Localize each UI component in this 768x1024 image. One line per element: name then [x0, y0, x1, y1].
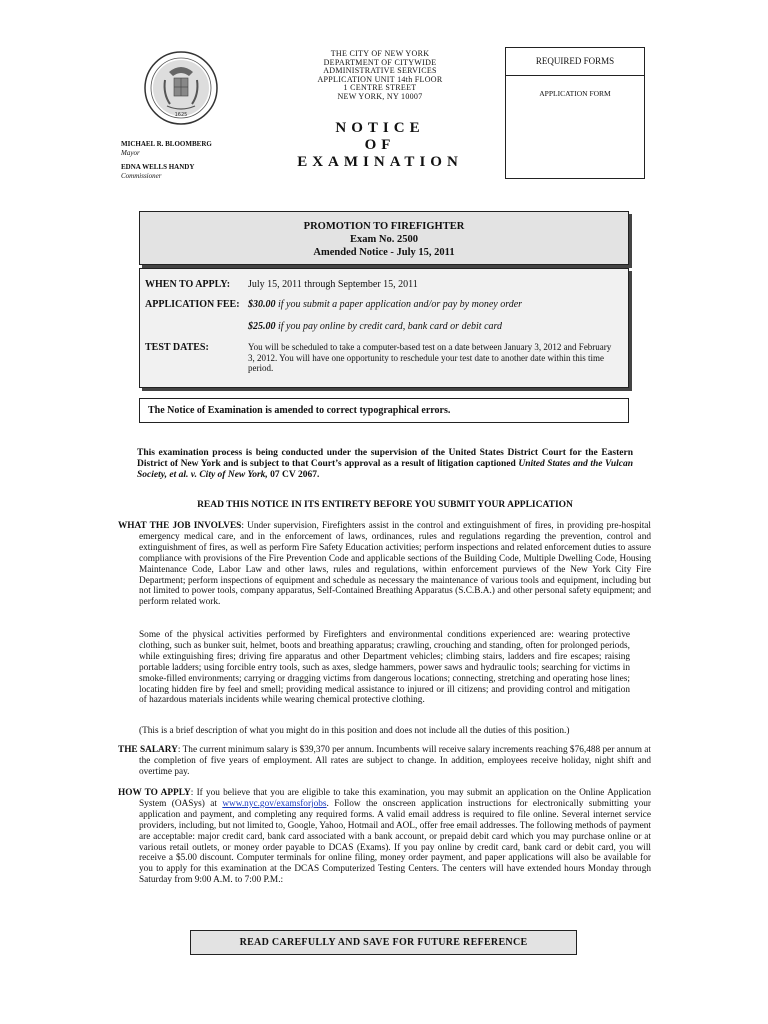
- title-line: OF: [364, 137, 396, 153]
- salary-heading: THE SALARY: [118, 745, 178, 755]
- how-to-apply-heading: HOW TO APPLY: [118, 788, 191, 798]
- department-address: [300, 50, 460, 102]
- mayor-title: Mayor: [121, 149, 140, 157]
- fee-online-amount: $25.00: [248, 321, 276, 332]
- physical-activities-paragraph: Some of the physical activities performed by Firefighters and environmental conditions experienced are: wearing protective clothing, such as bunker suit, helmet, boots and breathing apparatus; crawling, crouching and standing, often for prolonged periods, while extinguishing fires; driving fire apparatus and other Department vehicles; climbing stairs, ladders and fire escapes; raising portable ladders; using forcible entry tools, such as axes, sledge hammers, power saws and hydraulic tools; searching for victims in smoke-filled environments; carrying or dragging victims from dangerous locations; connecting, stretching and operating hose lines; locating hidden fire by feel and smell; providing medical assistance to injured or ill citizens; and providing control and mitigation of hazardous materials incidents while wearing chemical protective clothing.: [139, 630, 630, 706]
- exam-number: Exam No. 2500: [350, 234, 418, 245]
- title-line: EXAMINATION: [297, 154, 463, 170]
- job-description-note: (This is a brief description of what you might do in this position and does not include all the duties of this position.): [139, 726, 570, 736]
- dept-line: APPLICATION UNIT 14th FLOOR: [317, 74, 443, 84]
- commissioner-name: EDNA WELLS HANDY: [121, 163, 195, 171]
- required-forms-title: REQUIRED FORMS: [506, 48, 644, 76]
- page-title: [280, 120, 480, 171]
- job-involves-text: : Under supervision, Firefighters assist in the control and extinguishment of fires, in providing pre-hospital emergency medical care, and in the enforcement of laws, ordinances, rules and regulations regarding the prevention, control and extinguishment of fires, as well as perform Fire Safety Education activities; perform inspections and related enforcement duties to assure compliance with provisions of the Fire Prevention Code and applicable sections of the Building Code, Multiple Dwelling Code, Housing Maintenance Code, Labor Law and other laws, rules and regulations, within enforcement purviews of the New York City Fire Department; perform inspections of equipment and schedule as necessary the maintenance of various tools and equipment, including but not limited to power tools, company apparatus, Self-Contained Breathing Apparatus (S.C.B.A.) and other personal safety equipment; and perform related work.: [139, 521, 651, 608]
- mayor-name: MICHAEL R. BLOOMBERG: [121, 140, 212, 148]
- fee-paper: [248, 299, 620, 310]
- officials-block: [121, 140, 212, 181]
- court-case-number: 07 CV 2067.: [270, 470, 320, 480]
- fee-paper-amount: $30.00: [248, 299, 276, 310]
- exam-info-box: [139, 268, 629, 388]
- court-case-caption: United States and the Vulcan Society, et al. v. City of New York,: [137, 459, 633, 480]
- exam-amended-date: Amended Notice - July 15, 2011: [313, 247, 455, 258]
- read-notice-heading: READ THIS NOTICE IN ITS ENTIRETY BEFORE YOU SUBMIT YOUR APPLICATION: [197, 500, 573, 510]
- fee-online: [248, 321, 620, 332]
- dept-line: 1 CENTRE STREET: [343, 83, 417, 93]
- application-fee-label: APPLICATION FEE:: [145, 299, 240, 310]
- svg-text:1625: 1625: [174, 112, 188, 118]
- required-forms-item: APPLICATION FORM: [539, 89, 611, 98]
- how-to-apply-text-before: : If you believe that you are eligible to take this examination, you may submit an application on the Online Application System (OASys) at: [139, 788, 651, 809]
- salary-section: [118, 745, 651, 778]
- exam-title-box: [139, 211, 629, 265]
- footer-notice: READ CAREFULLY AND SAVE FOR FUTURE REFERENCE: [190, 930, 577, 955]
- amendment-note: The Notice of Examination is amended to correct typographical errors.: [139, 398, 629, 423]
- dept-line: ADMINISTRATIVE SERVICES: [323, 66, 437, 76]
- title-line: NOTICE: [335, 120, 425, 136]
- how-to-apply-section: [118, 788, 651, 886]
- exam-title: PROMOTION TO FIREFIGHTER: [303, 221, 465, 232]
- test-dates-label: TEST DATES:: [145, 342, 209, 353]
- how-to-apply-text-after: . Follow the onscreen application instructions for electronically submitting your application and payment, and completing any required forms. A valid email address is required to file online. Several internet service providers, including, but not limited to, Google, Yahoo, Hotmail and AOL, offer free email addresses. The following methods of payment are acceptable: major credit card, bank card associated with a bank account, or prepaid debit card which you may purchase online or at various retail outlets, or money order payable to DCAS (Exams). If you pay online by credit card, bank card or debit card, you will receive a $5.00 discount. Computer terminals for online filing, money order payment, and paper applications will also be available for you to apply for this examination at the DCAS Computerized Testing Centers. The centers will have extended hours Monday through Saturday from 9:00 A.M. to 7:00 P.M.:: [139, 798, 652, 886]
- court-text: This examination process is being conducted under the supervision of the United States District Court for the Eastern District of New York and is subject to that Court’s approval as a result of litigation captioned: [137, 448, 633, 469]
- dept-line: THE CITY OF NEW YORK: [330, 49, 430, 58]
- dept-line: DEPARTMENT OF CITYWIDE: [323, 57, 437, 67]
- salary-text: : The current minimum salary is $39,370 per annum. Incumbents will receive salary increments reaching $76,488 per annum at the completion of five years of employment. All rates are subject to change. In addition, employees receive holiday, night shift and overtime pay.: [139, 745, 652, 777]
- exams-for-jobs-link[interactable]: www.nyc.gov/examsforjobs: [222, 798, 327, 809]
- when-to-apply-label: WHEN TO APPLY:: [145, 279, 231, 290]
- fee-online-text: if you pay online by credit card, bank card or debit card: [278, 321, 503, 332]
- test-dates-value: You will be scheduled to take a computer-based test on a date between January 3, 2012 and February 3, 2012. You will have one opportunity to reschedule your test date to another date within this time period.: [248, 342, 612, 373]
- commissioner-title: Commissioner: [121, 172, 162, 180]
- fee-paper-text: if you submit a paper application and/or pay by money order: [278, 299, 523, 310]
- when-to-apply-value: July 15, 2011 through September 15, 2011: [248, 279, 418, 290]
- job-involves-section: [118, 521, 651, 608]
- required-forms-box: [505, 47, 645, 179]
- dept-line: NEW YORK, NY 10007: [337, 91, 423, 101]
- court-supervision-paragraph: [137, 448, 633, 481]
- city-seal-icon: [143, 50, 219, 126]
- job-involves-heading: WHAT THE JOB INVOLVES: [118, 521, 242, 531]
